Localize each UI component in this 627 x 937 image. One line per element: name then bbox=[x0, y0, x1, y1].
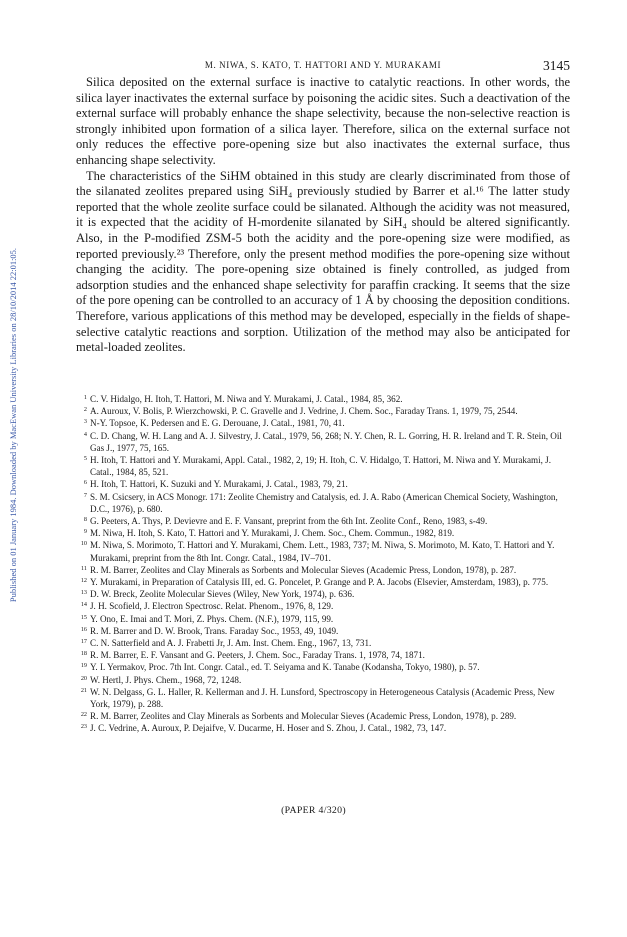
download-watermark bbox=[6, 155, 20, 695]
page-number: 3145 bbox=[543, 58, 570, 73]
reference-item bbox=[76, 405, 570, 417]
reference-number: 15 bbox=[80, 613, 87, 621]
reference-text: Y. Murakami, in Preparation of Catalysis III, ed. G. Poncelet, P. Grange and P. A. Jacobs (Elsevier, Amsterdam, 1983), p. 775. bbox=[90, 577, 549, 588]
reference-list bbox=[76, 393, 570, 735]
reference-item bbox=[76, 539, 570, 563]
reference-text: S. M. Csicsery, in ACS Monogr. 171: Zeolite Chemistry and Catalysis, ed. J. A. Rabo (American Chemical Society, Washington, D.C., 1976), p. 680. bbox=[90, 491, 558, 514]
reference-number: 10 bbox=[80, 540, 87, 548]
reference-number: 4 bbox=[83, 430, 87, 438]
reference-text: D. W. Breck, Zeolite Molecular Sieves (Wiley, New York, 1974), p. 636. bbox=[90, 589, 355, 600]
reference-text: C. V. Hidalgo, H. Itoh, T. Hattori, M. Niwa and Y. Murakami, J. Catal., 1984, 85, 362. bbox=[90, 394, 403, 404]
reference-item bbox=[76, 576, 570, 588]
reference-number: 18 bbox=[80, 650, 87, 658]
reference-text: C. D. Chang, W. H. Lang and A. J. Silvestry, J. Catal., 1979, 56, 268; N. Y. Chen, R. L. Gorring, H. R. Ireland and T. R. Stein, Oil Gas J., 1977, 75, 165. bbox=[90, 430, 562, 453]
reference-text: M. Niwa, H. Itoh, S. Kato, T. Hattori and Y. Murakami, J. Chem. Soc., Chem. Commun., 1982, 819. bbox=[90, 528, 455, 539]
reference-number: 16 bbox=[80, 625, 87, 633]
reference-item bbox=[76, 454, 570, 478]
reference-item bbox=[76, 637, 570, 649]
reference-number: 23 bbox=[80, 723, 87, 731]
reference-item bbox=[76, 600, 570, 612]
reference-item bbox=[76, 722, 570, 734]
reference-item bbox=[76, 625, 570, 637]
reference-number: 5 bbox=[83, 455, 87, 463]
reference-item bbox=[76, 393, 570, 405]
reference-number: 3 bbox=[83, 418, 87, 426]
body-paragraph: The characteristics of the SiHM obtained in this study are clearly discriminated from those of the silanated zeolites prepared using SiH₄ previously studied by Barrer et al.¹⁶ The latter study reported that the whole zeolite surface could be silanated. Although the acidity was not measured, it is expected that the acidity of H-mordenite silanated by SiH₄ should be altered significantly. Also, in the P-modified ZSM-5 both the acidity and the pore-opening size were modified, as reported previously.²³ Therefore, only the present method modifies the pore-opening size without changing the acidity. The pore-opening size obtained is finely controlled, as judged from adsorption studies and the enhanced shape selectivity for paraffin cracking. It seems that the size of the pore opening can be controlled to an accuracy of 1 Å by choosing the deposition conditions. Therefore, various applications of this method may be developed, especially in the fields of shape-selective catalytic reactions and sorption. Utilization of the method may also be anticipated for metal-loaded zeolites. bbox=[76, 168, 570, 355]
reference-item bbox=[76, 661, 570, 673]
reference-number: 20 bbox=[80, 674, 87, 682]
reference-text: R. M. Barrer, Zeolites and Clay Minerals as Sorbents and Molecular Sieves (Academic Press, London, 1978), p. 287. bbox=[90, 564, 517, 575]
reference-text: C. N. Satterfield and A. J. Frabetti Jr, J. Am. Inst. Chem. Eng., 1967, 13, 731. bbox=[90, 638, 372, 649]
reference-number: 2 bbox=[83, 406, 87, 414]
reference-item bbox=[76, 710, 570, 722]
reference-text: Y. I. Yermakov, Proc. 7th Int. Congr. Catal., ed. T. Seiyama and K. Tanabe (Kodansha, Tokyo, 1980), p. 57. bbox=[90, 662, 480, 673]
reference-text: A. Auroux, V. Bolis, P. Wierzchowski, P. C. Gravelle and J. Vedrine, J. Chem. Soc., Faraday Trans. 1, 1979, 75, 2544. bbox=[90, 406, 518, 417]
reference-number: 11 bbox=[81, 564, 87, 572]
body-paragraph: Silica deposited on the external surface is inactive to catalytic reactions. In other words, the silica layer inactivates the external surface by poisoning the acidic sites. Such a deactivation of the external surface will probably enhance the shape selectivity, because the non-selective reaction is strongly inhibited upon formation of a silica layer. Therefore, silica on the external surface not only reduces the effective pore-opening size but also inactivates the external surface, thus enhancing shape selectivity. bbox=[76, 75, 570, 167]
reference-item bbox=[76, 491, 570, 515]
reference-number: 13 bbox=[80, 589, 87, 597]
reference-text: N-Y. Topsoe, K. Pedersen and E. G. Derouane, J. Catal., 1981, 70, 41. bbox=[90, 418, 345, 429]
reference-item bbox=[76, 527, 570, 539]
page-header bbox=[76, 60, 570, 74]
paper-id: (PAPER 4/320) bbox=[281, 805, 346, 816]
reference-number: 8 bbox=[83, 516, 87, 524]
reference-text: R. M. Barrer and D. W. Brook, Trans. Faraday Soc., 1953, 49, 1049. bbox=[90, 625, 339, 636]
reference-text: J. H. Scofield, J. Electron Spectrosc. Relat. Phenom., 1976, 8, 129. bbox=[90, 601, 334, 612]
reference-number: 17 bbox=[80, 638, 87, 646]
reference-text: H. Itoh, T. Hattori and Y. Murakami, Appl. Catal., 1982, 2, 19; H. Itoh, C. V. Hidalgo, T. Hattori, M. Niwa and Y. Murakami, J. Catal., 1984, 85, 521. bbox=[90, 455, 551, 478]
reference-text: G. Peeters, A. Thys, P. Devievre and E. F. Vansant, preprint from the 6th Int. Zeolite Conf., Reno, 1983, s-49. bbox=[90, 516, 488, 527]
reference-item bbox=[76, 649, 570, 661]
reference-text: J. C. Vedrine, A. Auroux, P. Dejaifve, V. Ducarme, H. Hoser and S. Zhou, J. Catal., 1982, 73, 147. bbox=[90, 723, 447, 734]
reference-item bbox=[76, 613, 570, 625]
reference-number: 12 bbox=[80, 577, 87, 585]
reference-text: R. M. Barrer, Zeolites and Clay Minerals as Sorbents and Molecular Sieves (Academic Press, London, 1978), p. 289. bbox=[90, 711, 517, 722]
reference-number: 6 bbox=[83, 479, 87, 487]
reference-number: 1 bbox=[83, 394, 87, 401]
reference-number: 14 bbox=[80, 601, 87, 609]
reference-text: W. Hertl, J. Phys. Chem., 1968, 72, 1248. bbox=[90, 674, 242, 685]
reference-item bbox=[76, 564, 570, 576]
reference-number: 21 bbox=[80, 686, 87, 694]
reference-text: R. M. Barrer, E. F. Vansant and G. Peeters, J. Chem. Soc., Faraday Trans. 1, 1978, 74, 1871. bbox=[90, 650, 425, 661]
reference-text: H. Itoh, T. Hattori, K. Suzuki and Y. Murakami, J. Catal., 1983, 79, 21. bbox=[90, 479, 348, 490]
reference-text: Y. Ono, E. Imai and T. Mori, Z. Phys. Chem. (N.F.), 1979, 115, 99. bbox=[90, 613, 334, 624]
download-watermark-text[interactable]: Published on 01 January 1984. Downloaded by MacEwan University Libraries on 28/10/2014 22:01:05. bbox=[8, 247, 18, 603]
reference-item bbox=[76, 478, 570, 490]
reference-text: M. Niwa, S. Morimoto, T. Hattori and Y. Murakami, Chem. Lett., 1983, 737; M. Niwa, S. Morimoto, M. Kato, T. Hattori and Y. Murakami, preprint from the 8th Int. Congr. Catal., 1984, IV–701. bbox=[90, 540, 555, 563]
running-head: M. NIWA, S. KATO, T. HATTORI AND Y. MURAKAMI bbox=[204, 60, 442, 70]
reference-item bbox=[76, 430, 570, 454]
body-text bbox=[76, 75, 570, 356]
reference-item bbox=[76, 417, 570, 429]
reference-item bbox=[76, 686, 570, 710]
reference-text: W. N. Delgass, G. L. Haller, R. Kellerman and J. H. Lunsford, Spectroscopy in Heterogeneous Catalysis (Academic Press, New York, 1979), p. 288. bbox=[90, 686, 555, 710]
reference-number: 7 bbox=[83, 491, 87, 499]
reference-number: 19 bbox=[80, 662, 87, 670]
reference-item bbox=[76, 515, 570, 527]
reference-number: 22 bbox=[80, 711, 87, 719]
reference-number: 9 bbox=[83, 528, 87, 536]
reference-item bbox=[76, 588, 570, 600]
reference-item bbox=[76, 674, 570, 686]
